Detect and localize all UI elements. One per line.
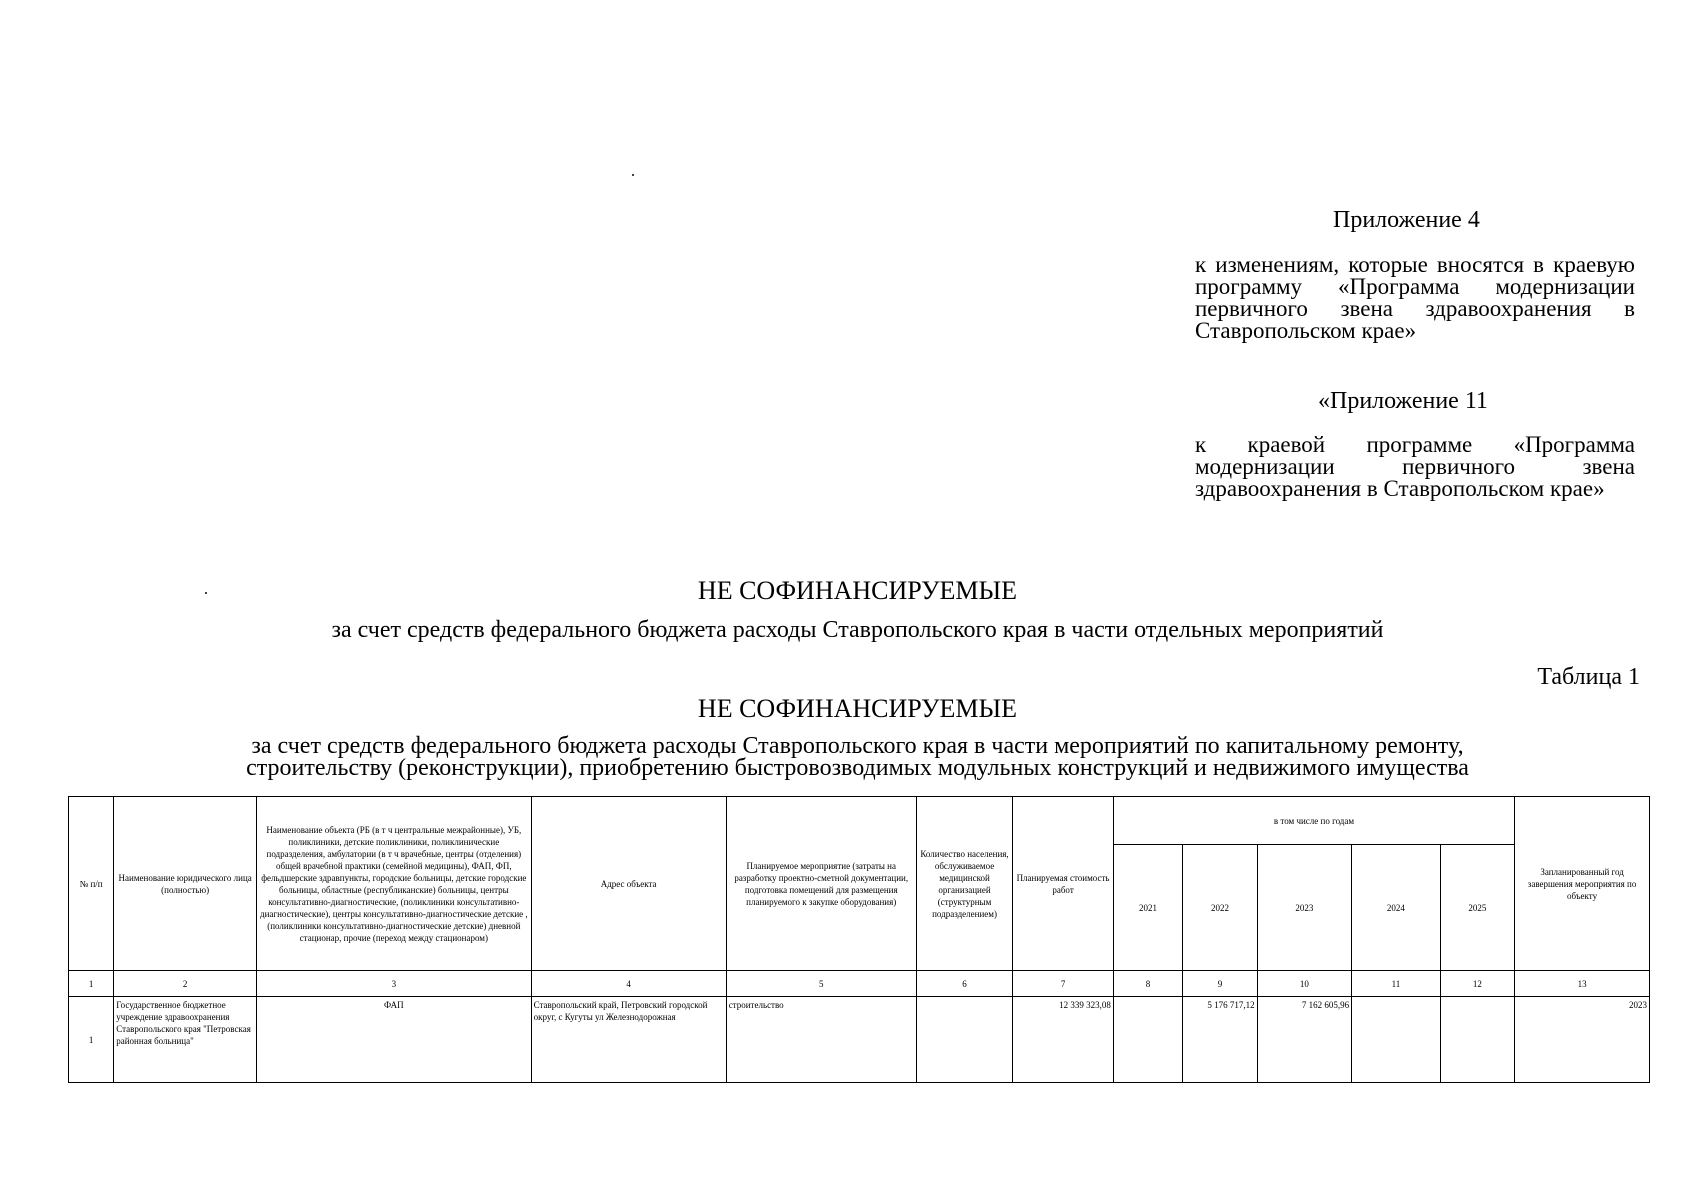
- header-year-2022: 2022: [1183, 845, 1257, 971]
- appendix-text: к изменениям, которые вносятся в краевую программу «Программа модернизации первичного звена здравоохранения в Ставропольском крае»: [1195, 252, 1635, 343]
- col-number: 8: [1113, 971, 1182, 997]
- table-label: Таблица 1: [1537, 664, 1640, 690]
- header-cost: Планируемая стоимость работ: [1013, 797, 1114, 971]
- column-number-row: [69, 971, 1650, 997]
- row-2023: 7 162 605,96: [1257, 997, 1352, 1083]
- col-number: 3: [257, 971, 532, 997]
- appendix-inner-title: «Приложение 11: [1318, 388, 1488, 414]
- col-number: 2: [114, 971, 257, 997]
- row-entity: Государственное бюджетное учреждение здравоохранения Ставропольского края "Петровская районная больница": [114, 997, 257, 1083]
- row-2021: [1113, 997, 1182, 1083]
- heading2-subtitle-line1: за счет средств федерального бюджета расходы Ставропольского края в части мероприятий по капитальному ремонту,: [251, 733, 1464, 759]
- row-population: [916, 997, 1013, 1083]
- row-2025: [1440, 997, 1514, 1083]
- col-number: 11: [1352, 971, 1441, 997]
- heading1-subtitle: за счет средств федерального бюджета расходы Ставропольского края в части отдельных мероприятий: [331, 617, 1384, 643]
- row-activity: строительство: [726, 997, 916, 1083]
- projects-table: [68, 796, 1650, 1083]
- row-num: 1: [69, 997, 114, 1083]
- col-number: 5: [726, 971, 916, 997]
- header-year-2024: 2024: [1352, 845, 1441, 971]
- row-2022: 5 176 717,12: [1183, 997, 1257, 1083]
- header-year-2023: 2023: [1257, 845, 1352, 971]
- header-completion: Запланированный год завершения мероприятия по объекту: [1515, 797, 1650, 971]
- heading1-title: НЕ СОФИНАНСИРУЕМЫЕ: [697, 576, 1018, 605]
- header-entity: Наименование юридического лица (полностью): [114, 797, 257, 971]
- col-number: 9: [1183, 971, 1257, 997]
- appendix-inner-text: к краевой программе «Программа модернизации первичного звена здравоохранения в Ставропольском крае»: [1195, 432, 1635, 501]
- header-by-years: в том числе по годам: [1113, 797, 1514, 845]
- row-completion: 2023: [1515, 997, 1650, 1083]
- header-num: № п/п: [69, 797, 114, 971]
- header-object: Наименование объекта (РБ (в т ч центральные межрайонные), УБ, поликлиники, детские поликлиники, поликлинические подразделения, амбулатории (в т ч врачебные, центры (отделения) общей врачебной практики (семейной медицины), ФАП, ФП, фельдшерские здравпункты, городские больницы, детские городские больницы, областные (республиканские) больницы, центры консультативно-диагностические, (поликлиники консультативно-диагностические), центры консультативно-диагностические детские , (поликлиники консультативно-диагностические детские) дневной стационар, прочие (переход между стационаром): [257, 797, 532, 971]
- row-cost: 12 339 323,08: [1013, 997, 1114, 1083]
- col-number: 4: [531, 971, 726, 997]
- header-year-2025: 2025: [1440, 845, 1514, 971]
- header-population: Количество населения, обслуживаемое медицинской организацией (структурным подразделением): [916, 797, 1013, 971]
- col-number: 1: [69, 971, 114, 997]
- col-number: 10: [1257, 971, 1352, 997]
- col-number: 7: [1013, 971, 1114, 997]
- appendix-title: Приложение 4: [1333, 207, 1480, 233]
- row-2024: [1352, 997, 1441, 1083]
- col-number: 13: [1515, 971, 1650, 997]
- row-object: ФАП: [257, 997, 532, 1083]
- col-number: 12: [1440, 971, 1514, 997]
- row-address: Ставропольский край, Петровский городской округ, с Кугуты ул Железнодорожная: [531, 997, 726, 1083]
- header-activity: Планируемое мероприятие (затраты на разработку проектно-сметной документации, подготовка помещений для размещения планируемого к закупке оборудования): [726, 797, 916, 971]
- heading2-title: НЕ СОФИНАНСИРУЕМЫЕ: [697, 694, 1018, 723]
- col-number: 6: [916, 971, 1013, 997]
- header-address: Адрес объекта: [531, 797, 726, 971]
- header-year-2021: 2021: [1113, 845, 1182, 971]
- table-row: [69, 997, 1650, 1083]
- scan-speck: [632, 174, 634, 176]
- heading2-subtitle-line2: строительству (реконструкции), приобретению быстровозводимых модульных конструкций и недвижимого имущества: [246, 755, 1469, 781]
